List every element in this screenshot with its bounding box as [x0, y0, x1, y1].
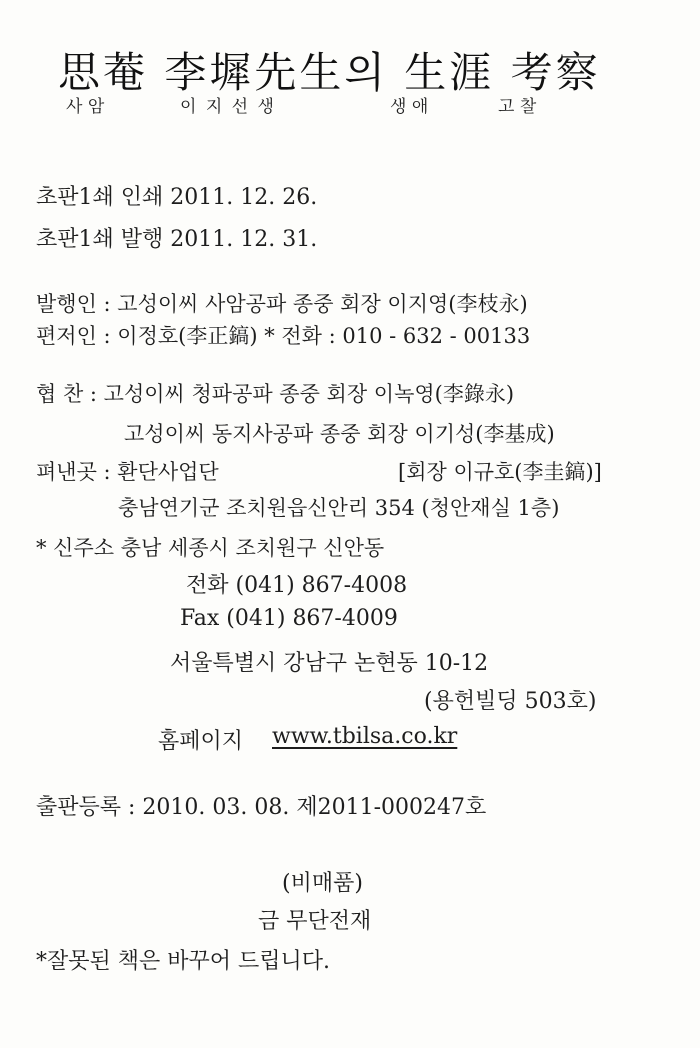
first-publish-date: 초판1쇄 발행 2011. 12. 31. [36, 227, 318, 252]
title-reading-gochal: 고 찰 [498, 97, 537, 117]
homepage-label: 홈페이지 [158, 729, 244, 754]
building-address: (용헌빌딩 503호) [424, 689, 597, 714]
seoul-address: 서울특별시 강남구 논현동 10-12 [170, 651, 489, 676]
copyright-notice: 금 무단전재 [258, 909, 372, 934]
not-for-sale-label: (비매품) [282, 871, 363, 896]
exchange-notice: *잘못된 책은 바꾸어 드립니다. [36, 949, 330, 974]
phone-number: 전화 (041) 867-4008 [186, 573, 408, 598]
issuer-chair: [회장 이규호(李圭鎬)] [398, 460, 602, 484]
title-reading-saam: 사 암 [66, 97, 105, 117]
book-title: 思菴 李墀先生의 生涯 考察 [58, 48, 601, 97]
publication-registration: 출판등록 : 2010. 03. 08. 제2011-000247호 [36, 795, 487, 820]
publisher-line: 발행인 : 고성이씨 사암공파 종중 회장 이지영(李枝永) [36, 292, 528, 316]
editor-line: 편저인 : 이정호(李正鎬) * 전화 : 010 - 632 - 00133 [36, 324, 531, 348]
title-reading-iji-seonsaeng: 이 지 선 생 [180, 97, 276, 117]
homepage-url-link[interactable]: www.tbilsa.co.kr [272, 724, 458, 749]
support-line-1: 협 찬 : 고성이씨 청파공파 종중 회장 이녹영(李錄永) [36, 382, 515, 406]
title-reading-saengae: 생 애 [390, 97, 429, 117]
new-address-line: * 신주소 충남 세종시 조치원구 신안동 [36, 536, 385, 560]
support-line-2: 고성이씨 동지사공파 종중 회장 이기성(李基成) [124, 422, 555, 446]
first-print-date: 초판1쇄 인쇄 2011. 12. 26. [36, 185, 318, 210]
fax-number: Fax (041) 867-4009 [180, 606, 398, 631]
issuer-label: 펴낸곳 : 환단사업단 [36, 460, 219, 484]
issuer-address: 충남연기군 조치원읍신안리 354 (청안재실 1층) [118, 496, 560, 520]
